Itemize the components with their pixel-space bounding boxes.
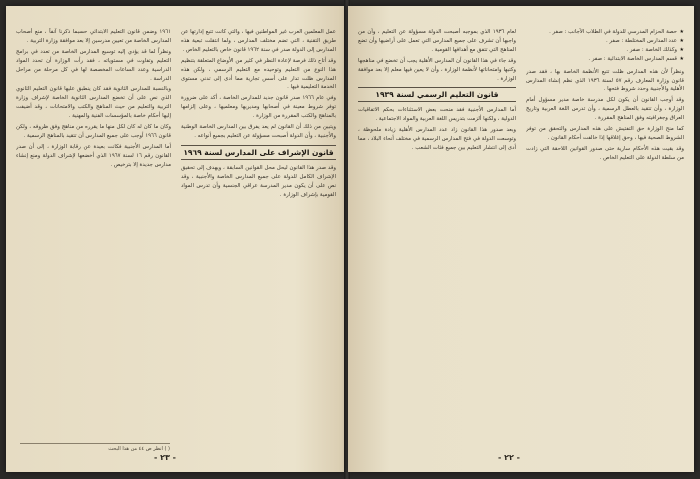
left-page <box>6 6 346 472</box>
footnote: ( ) انظر ص ٤٤ من هذا البحث <box>20 443 170 452</box>
left-page-columns <box>16 28 336 442</box>
paragraph: كما منح الوزارة حق التفتيش على هذه المدارس والتحقق من توفر الشروط الصحية فيها ، وحق إغلاقها إذا خالفت أحكام القانون . <box>526 126 684 141</box>
paragraph: عمل المعلمين العرب غير المواطنين فيها ، والتي كانت تتبع إدارتها عن طريق التقنية ، التي تضم مختلف المدارس ، ولما انتقلت تبعية هذه المدارس إلى الدولة صدر في سنة ١٩٦٢ قانون خاص بالتعليم الخاص . <box>181 29 336 53</box>
right-page-left-column <box>358 28 516 442</box>
paragraph: لعام ١٩٣٦ الذي بموجبه أصبحت الدولة مسؤولة عن التعليم ، وأن من واجبها أن تشرف على جميع المدارس التي تعمل على أراضيها وأن تضع المناهج التي تتفق مع أهدافها القومية . <box>358 29 516 53</box>
section-heading: قانون التعليم الرسمي لسنة ١٩٣٩ <box>358 87 516 102</box>
paragraph: أما المدارس الأجنبية فكانت بعيدة عن رقابة الوزارة ، إلى أن صدر القانون رقم ١٦ لسنة ١٩٦٧ الذي أخضعها لإشراف الدولة ومنع إنشاء مدارس جديدة إلا بترخيص . <box>16 143 171 168</box>
paragraph: وبعد صدور هذا القانون زاد عدد المدارس الأهلية زيادة ملحوظة ، وتوسعت الدولة في فتح المدارس الرسمية في مختلف أنحاء البلاد ، مما أدى إلى انتشار التعليم بين جميع فئات الشعب . <box>358 127 516 152</box>
bullet-list <box>526 28 684 64</box>
bullet-item: ★ حصة الحزام المدرسي للدولة في الطلاب الأجانب : صفر . <box>526 28 684 37</box>
bullet-item: ★ قسم المدارس الخاصة الابتدائية : صفر . <box>526 55 684 64</box>
paragraph: وكان ما كان له كان لكل منها ما يقرره من مناهج وفق ظروفه ، ولكن قانون ١٩٦٦ أوجب على جميع المدارس أن تتقيد بالمناهج الرسمية . <box>16 124 171 139</box>
right-page-columns <box>358 28 684 442</box>
paragraph: وبالنسبة للمدارس الثانوية فقد كان ينطبق عليها قانون التعليم الثانوي الذي نص على أن تخضع المدارس الثانوية الخاصة لإشراف وزارة التربية والتعليم من حيث المناهج والكتب والامتحانات ، وقد أضيفت إليها أحكام خاصة بالمؤسسات الفنية والمهنية . <box>16 86 171 120</box>
page-number: - ٢٢ - <box>498 453 520 462</box>
bullet-item: ★ عدد المدارس المختلطة : صفر . <box>526 37 684 46</box>
paragraph: وفي عام ١٩٦٦ صدر قانون جديد للمدارس الخاصة ، أكد على ضرورة توفر شروط معينة في أصحابها ومديريها ومعلميها ، وعلى إلزامها بالمناهج والكتب المقررة من الوزارة . <box>181 95 336 120</box>
paragraph: ويتبين من ذلك أن القانون لم يعد يفرق بين المدارس الخاصة الوطنية والأجنبية ، وأن الدولة أصبحت مسؤولة عن التعليم بجميع أنواعه . <box>181 124 336 139</box>
paragraph: ونظراً لأن هذه المدارس ظلت تتبع الأنظمة الخاصة بها ، فقد صدر قانون وزارة المعارف رقم ٥٧ لسنة ١٩٣٦ الذي نظم إنشاء المدارس الأهلية والأجنبية وحدد شروط فتحها . <box>526 68 684 93</box>
paragraph: أما المدارس الأجنبية فقد منحت بعض الاستثناءات بحكم الاتفاقيات الدولية ، ولكنها ألزمت بتدريس اللغة العربية والمواد الاجتماعية . <box>358 107 516 123</box>
paragraph: وقد أتاح ذلك فرصة لإعادة النظر في كثير من الأوضاع المتعلقة بتنظيم هذا النوع من التعليم وتوحيده مع التعليم الرسمي ، ولكن هذه المدارس ظلت تدار على أسس تجارية مما أدى إلى تدني مستوى الخدمة التعليمية فيها . <box>181 57 336 91</box>
page-number: - ٢٣ - <box>154 453 176 462</box>
paragraph: وقد جاء في هذا القانون أن المدارس الأهلية يجب أن تخضع في مناهجها وكتبها وامتحاناتها لأنظمة الوزارة ، وأن لا يعين فيها معلم إلا بعد موافقة الوزارة . <box>358 57 516 82</box>
section-heading: قانون الإشراف على المدارس لسنة ١٩٦٩ <box>181 145 336 160</box>
paragraph: وقد أوجب القانون أن يكون لكل مدرسة خاصة مدير مسؤول أمام الوزارة ، وأن تتقيد بالعطل الرسمية ، وأن تدرس اللغة العربية وتاريخ العراق وجغرافيته وفق المناهج المقررة . <box>526 97 684 122</box>
paragraph: وقد بقيت هذه الأحكام سارية حتى صدور القوانين اللاحقة التي زادت من سلطة الدولة على التعليم الخاص . <box>526 145 684 161</box>
paragraph: ١٩٦١ وضمن قانون التعليم الابتدائي حسبما ذكرنا آنفاً ، منع أصحاب المدارس الخاصة من تعيين مدرسين إلا بعد موافقة وزارة التربية . <box>16 29 171 44</box>
paragraph: ونظراً لما قد يؤدي إليه توسيع المدارس الخاصة من تعدد في برامج التعليم وتفاوت في مستوياته ، فقد رأت الوزارة أن تحدد المواد الدراسية وعدد الساعات المخصصة لها في كل مرحلة من مراحل الدراسة . <box>16 48 171 82</box>
right-page-right-column <box>526 28 684 442</box>
paragraph: وقد صدر هذا القانون ليحل محل القوانين السابقة ، ويهدف إلى تحقيق الإشراف الكامل للدولة على جميع المدارس الخاصة والأجنبية ، وقد نص على أن يكون مدير المدرسة عراقي الجنسية وأن تدرس المواد القومية بإشراف الوزارة . <box>181 164 336 198</box>
right-page <box>348 6 694 472</box>
left-page-left-column <box>16 28 171 442</box>
left-page-right-column <box>181 28 336 442</box>
bullet-item: ★ وكذلك الخاصة : صفر . <box>526 46 684 55</box>
